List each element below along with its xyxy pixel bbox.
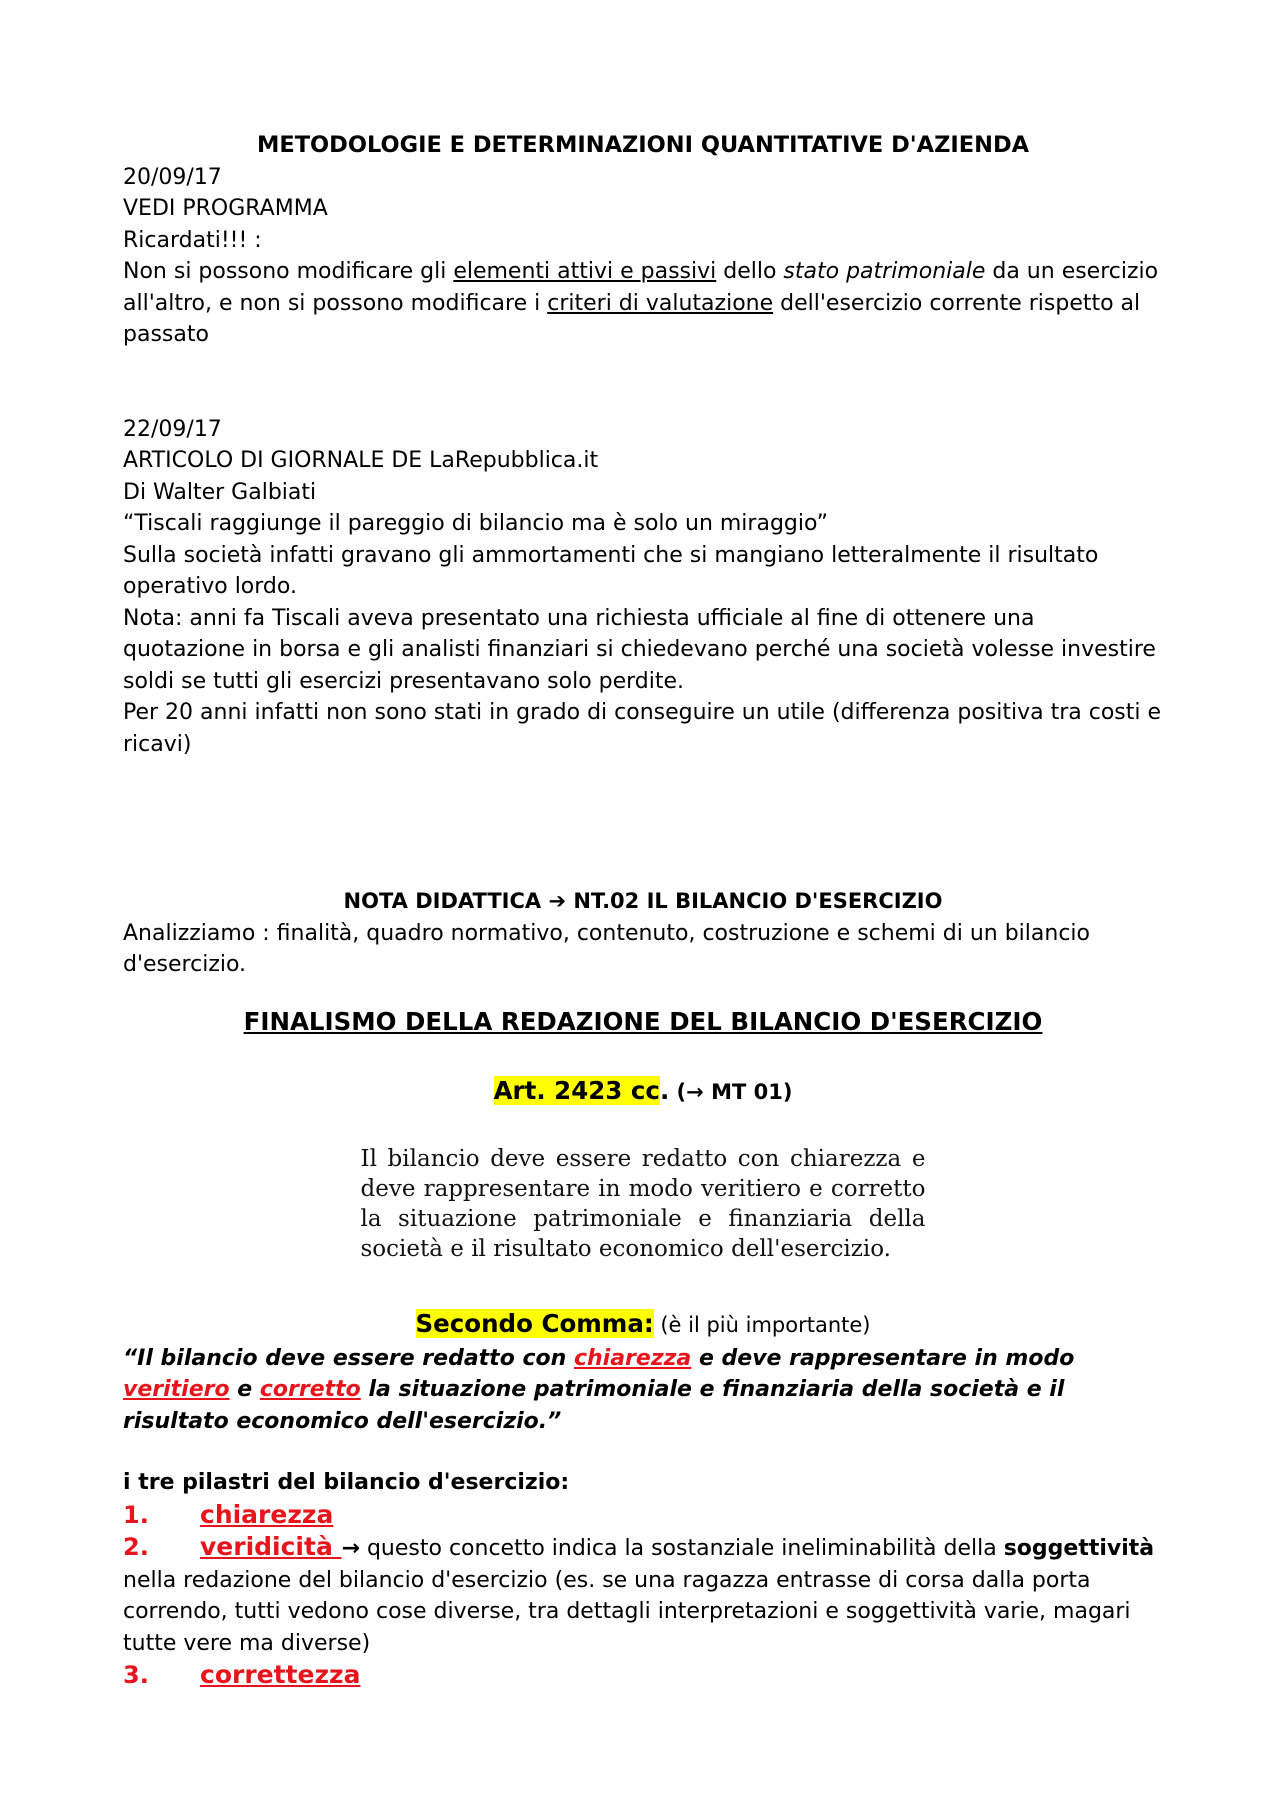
list-item: 2. veridicità → questo concetto indica la sostanziale ineliminabilità della soggettività nella redazione del bilancio d'esercizio (es. se una ragazza entrasse di corsa dalla porta correndo, tutti vedono cose diverse, tra dettagli interpretazioni e soggettività varie, magari tutte vere ma diverse) <box>123 1532 1155 1656</box>
keyword: chiarezza <box>573 1345 692 1371</box>
comma-heading: Secondo Comma: (è il più importante) <box>415 1308 871 1338</box>
underlined-term: elementi attivi e passivi <box>453 259 717 284</box>
keyword: veritiero <box>123 1377 230 1402</box>
underlined-term: criteri di valutazione <box>547 290 774 316</box>
nota-heading: NOTA DIDATTICA ➔ NT.02 IL BILANCIO D'ESERCIZIO <box>343 889 943 913</box>
list-item: 1. chiarezza <box>123 1499 334 1529</box>
entry-date: 20/09/17 <box>123 164 222 190</box>
comma-label: Secondo Comma: <box>415 1308 654 1338</box>
article-headline: “Tiscali raggiunge il pareggio di bilancio ma è solo un miraggio” <box>123 511 829 536</box>
entry-paragraph: Nota: anni fa Tiscali aveva presentato una richiesta ufficiale al fine di ottenere una quotazione in borsa e gli analisti finanziari si chiedevano perché una società volesse investire soldi se tutti gli esercizi presentavano solo perdite. <box>123 605 1156 694</box>
entry-line: Di Walter Galbiati <box>123 479 317 505</box>
article-label: Art. 2423 cc <box>493 1075 660 1105</box>
entry-paragraph: Per 20 anni infatti non sono stati in grado di conseguire un utile (differenza positiva tra costi e ricavi) <box>123 700 1162 757</box>
keyword: corretto <box>259 1377 361 1402</box>
article-reference: Art. 2423 cc. (→ MT 01) <box>493 1075 793 1105</box>
arrow-icon: ➔ <box>548 889 567 913</box>
entry-paragraph: Sulla società infatti gravano gli ammortamenti che si mangiano letteralmente il risultato operativo lordo. <box>123 542 1099 599</box>
list-item: 3. correttezza <box>123 1660 361 1689</box>
entry-date: 22/09/17 <box>123 416 222 442</box>
arrow-icon: → <box>341 1536 360 1561</box>
italic-term: stato patrimoniale <box>783 259 986 284</box>
entry-line: ARTICOLO DI GIORNALE DE LaRepubblica.it <box>123 448 599 473</box>
scanned-law-excerpt: Il bilancio deve essere redatto con chiarezza e deve rappresentare in modo veritiero e corretto la situazione patrimoniale e finanziaria della società e il risultato economico dell'esercizio. <box>360 1145 926 1262</box>
document-page <box>123 130 1163 1692</box>
document-title: METODOLOGIE E DETERMINAZIONI QUANTITATIVE D'AZIENDA <box>256 132 1030 158</box>
entry-line: VEDI PROGRAMMA <box>123 196 328 221</box>
law-quote: “Il bilancio deve essere redatto con chiarezza e deve rappresentare in modo veritiero e corretto la situazione patrimoniale e finanziaria della società e il risultato economico dell'esercizio.” <box>123 1345 1075 1434</box>
entry-paragraph: Non si possono modificare gli elementi attivi e passivi dello stato patrimoniale da un esercizio all'altro, e non si possono modificare i criteri di valutazione dell'esercizio corrente rispetto al passato <box>123 259 1159 347</box>
nota-text: Analizziamo : finalità, quadro normativo, contenuto, costruzione e schemi di un bilancio d'esercizio. <box>123 920 1091 977</box>
section-title: FINALISMO DELLA REDAZIONE DEL BILANCIO D'ESERCIZIO <box>243 1006 1043 1036</box>
pillars-heading: i tre pilastri del bilancio d'esercizio: <box>123 1470 570 1495</box>
entry-line: Ricardati!!! : <box>123 227 262 253</box>
